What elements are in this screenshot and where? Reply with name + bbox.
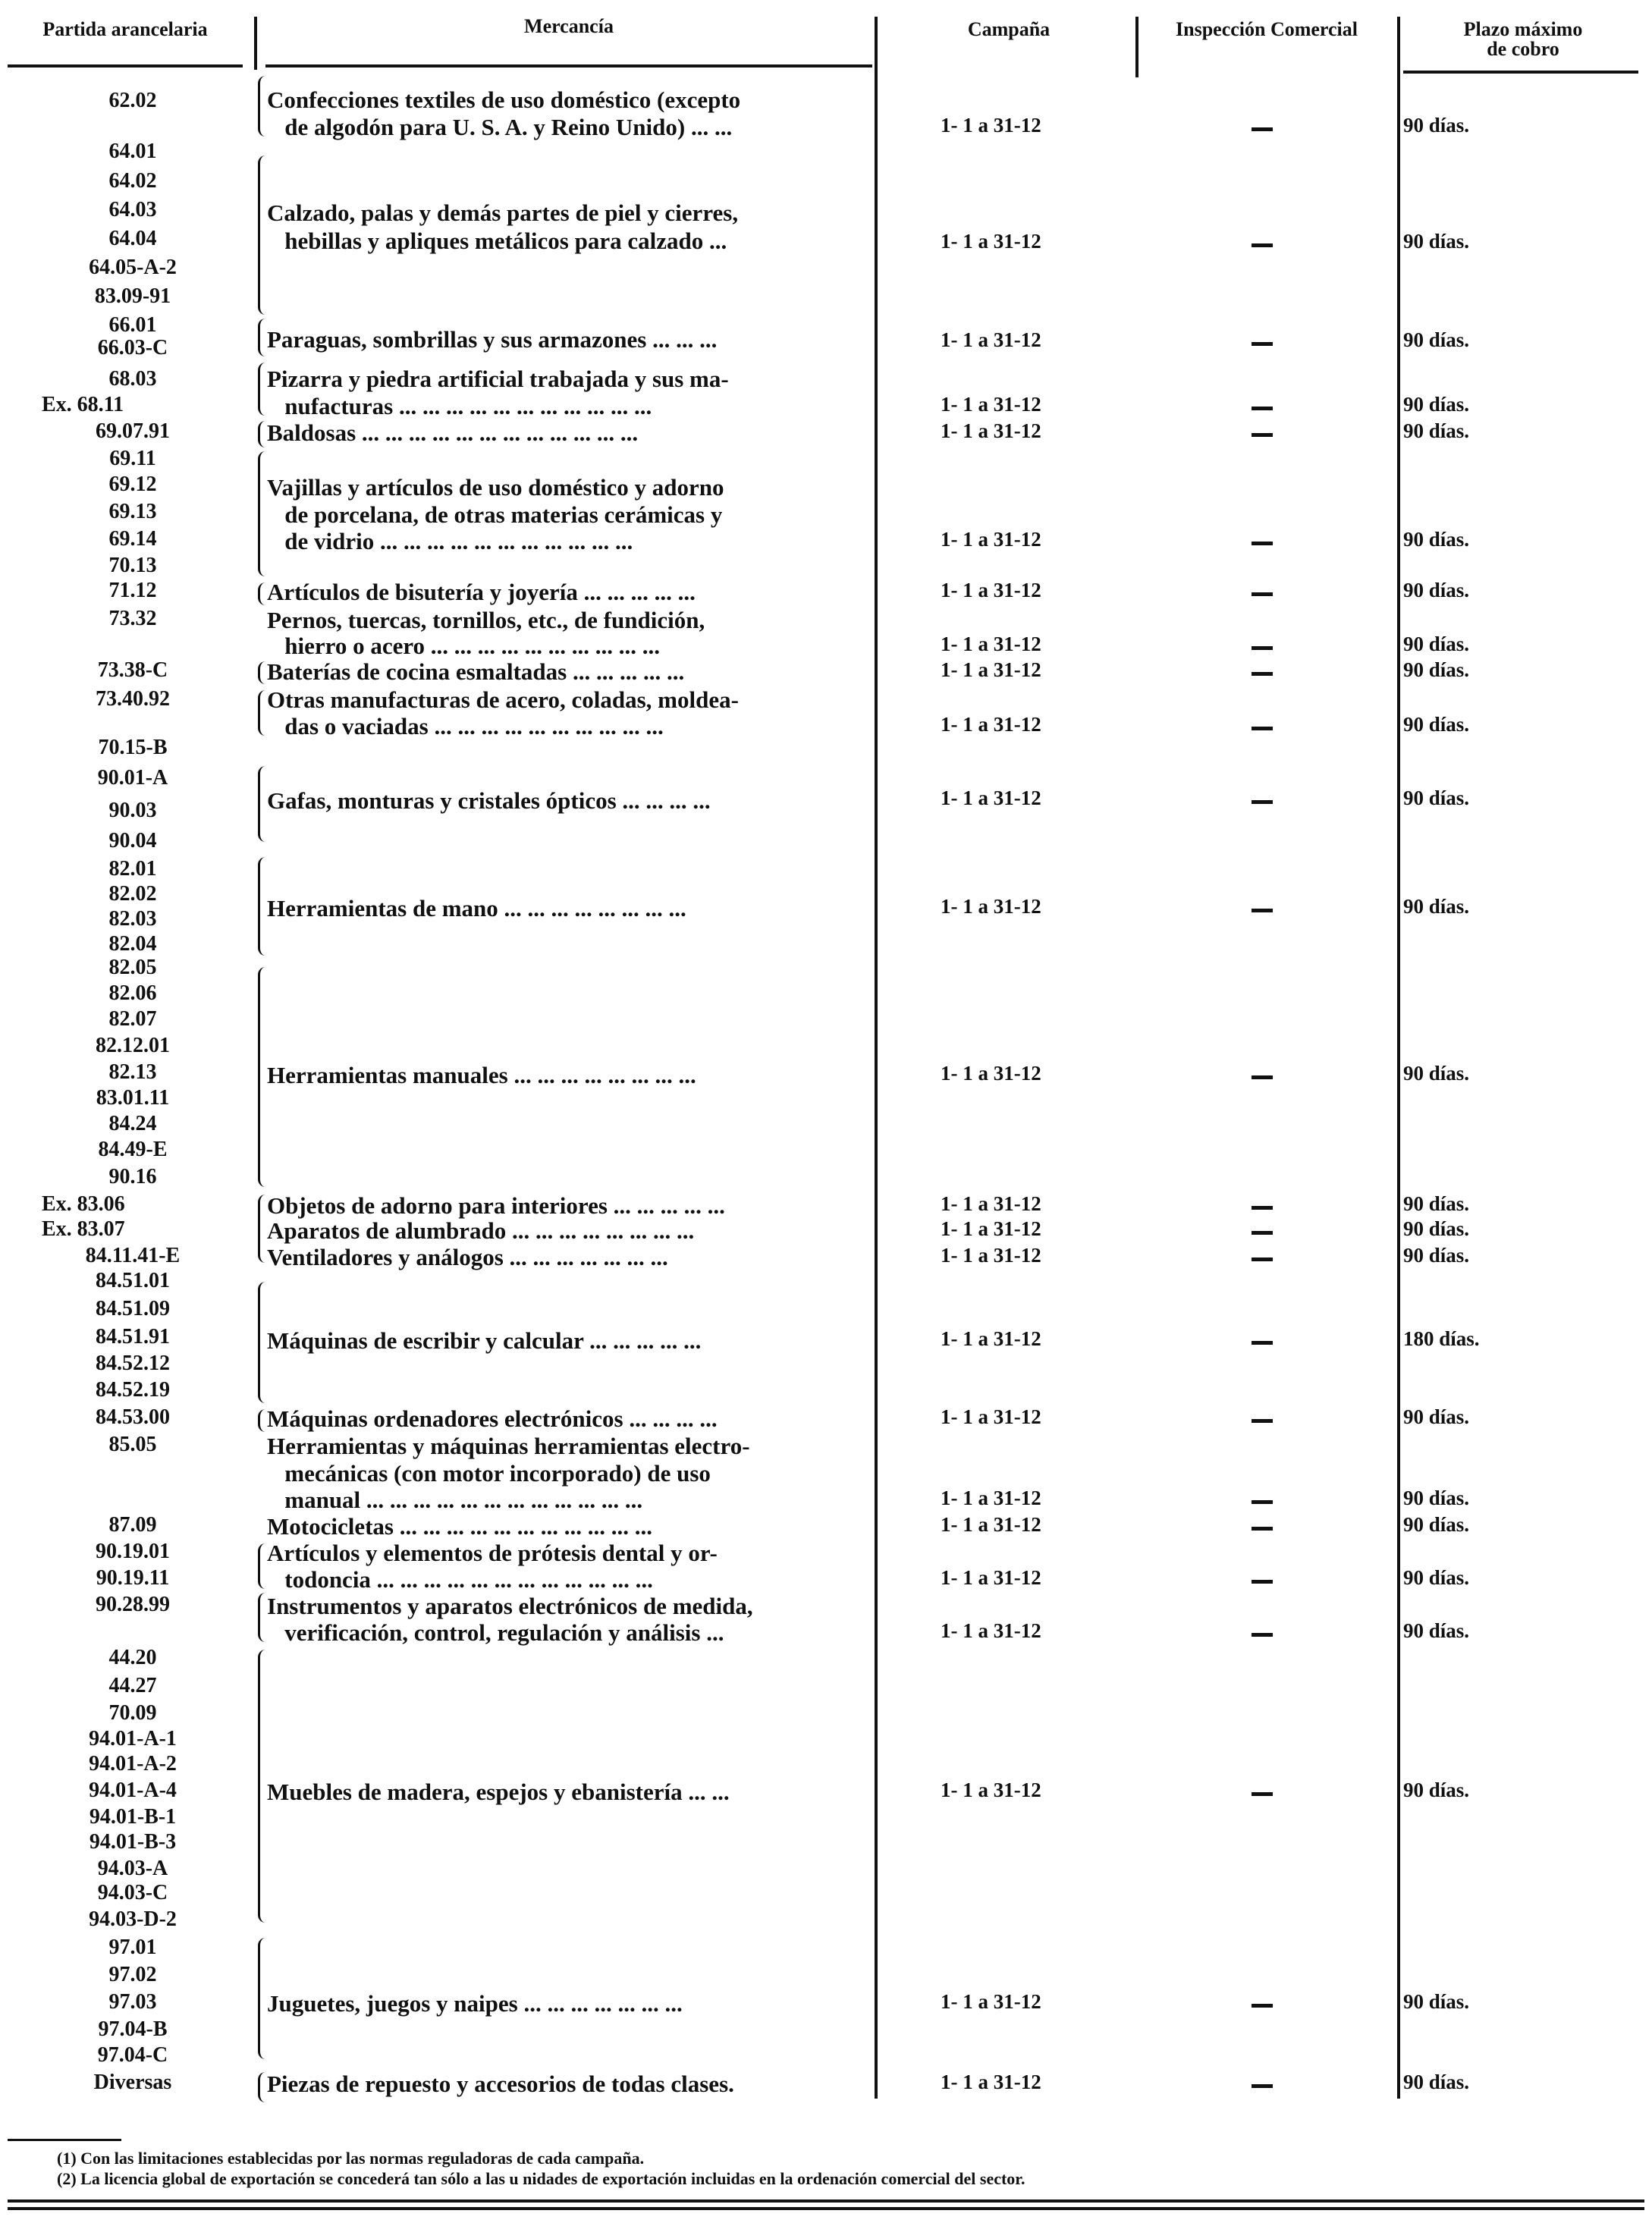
payment-term: 90 días. <box>1403 658 1470 681</box>
payment-term: 90 días. <box>1403 528 1470 551</box>
bottom-rule-2 <box>8 2207 1644 2210</box>
tariff-code: 82.02 <box>108 882 157 906</box>
payment-term: 90 días. <box>1403 2071 1470 2093</box>
inspection-dash <box>1252 127 1273 131</box>
tariff-code: 69.07.91 <box>96 419 170 443</box>
header-mercancia: Mercancía <box>524 15 614 37</box>
tariff-code: 69.12 <box>108 473 157 496</box>
tariff-code: 44.27 <box>108 1674 157 1697</box>
merchandise-text: Herramientas de mano ... ... ... ... ... ... ... ... <box>267 895 686 922</box>
inspection-dash <box>1252 1419 1273 1423</box>
col-sep-2 <box>875 17 878 2099</box>
inspection-dash <box>1252 2004 1273 2008</box>
merchandise-text: verificación, control, regulación y análisis ... <box>267 1619 724 1646</box>
merchandise-text: Máquinas de escribir y calcular ... ... ... ... ... <box>267 1327 702 1354</box>
merchandise-text: Máquinas ordenadores electrónicos ... ... ... ... <box>267 1405 718 1432</box>
tariff-code: 84.49-E <box>98 1138 168 1161</box>
inspection-dash <box>1252 342 1273 346</box>
tariff-code: 97.01 <box>108 1936 157 1959</box>
tariff-code: 90.03 <box>108 799 157 822</box>
payment-term: 90 días. <box>1403 1513 1470 1536</box>
payment-term: 90 días. <box>1403 1566 1470 1589</box>
tariff-code: Ex. 68.11 <box>42 393 124 416</box>
inspection-dash <box>1252 672 1273 676</box>
payment-term: 90 días. <box>1403 787 1470 809</box>
campaign-period: 1- 1 a 31-12 <box>941 1990 1041 2013</box>
tariff-code: 90.16 <box>108 1165 157 1188</box>
merchandise-text: Baldosas ... ... ... ... ... ... ... ... ... ... ... ... <box>267 419 639 446</box>
payment-term: 90 días. <box>1403 633 1470 655</box>
payment-term: 90 días. <box>1403 713 1470 736</box>
inspection-dash <box>1252 1633 1273 1637</box>
tariff-code: 83.09-91 <box>94 284 171 308</box>
tariff-code: 71.12 <box>108 579 157 602</box>
merchandise-text: Artículos y elementos de prótesis dental y or- <box>267 1540 718 1566</box>
inspection-dash <box>1252 1258 1273 1261</box>
merchandise-text: Confecciones textiles de uso doméstico (excepto <box>267 86 741 113</box>
payment-term: 90 días. <box>1403 1487 1470 1509</box>
inspection-dash <box>1252 542 1273 545</box>
tariff-code: 97.04-C <box>97 2043 168 2067</box>
tariff-code: 94.01-A-4 <box>89 1779 177 1802</box>
campaign-period: 1- 1 a 31-12 <box>941 658 1041 681</box>
inspection-dash <box>1252 1792 1273 1796</box>
tariff-code: Ex. 83.07 <box>42 1217 125 1241</box>
inspection-dash <box>1252 646 1273 650</box>
tariff-code: 64.03 <box>108 198 157 221</box>
merchandise-text: Ventiladores y análogos ... ... ... ... ... ... ... <box>267 1244 668 1270</box>
tariff-code: 94.01-A-1 <box>89 1727 177 1750</box>
merchandise-text: hierro o acero ... ... ... ... ... ... ... ... ... ... <box>267 633 661 659</box>
bottom-rule-1 <box>8 2199 1644 2203</box>
tariff-code: 69.14 <box>108 527 157 551</box>
footnote-1: (1) Con las limitaciones establecidas por las normas reguladoras de cada campaña. <box>57 2149 645 2168</box>
tariff-code: Ex. 83.06 <box>42 1192 125 1216</box>
payment-term: 90 días. <box>1403 230 1470 253</box>
tariff-code: 82.13 <box>108 1060 157 1084</box>
tariff-code: 73.32 <box>108 607 157 630</box>
payment-term: 90 días. <box>1403 1244 1470 1267</box>
tariff-code: 44.20 <box>108 1646 157 1669</box>
tariff-code: 62.02 <box>108 89 157 112</box>
campaign-period: 1- 1 a 31-12 <box>941 895 1041 918</box>
inspection-dash <box>1252 433 1273 437</box>
inspection-dash <box>1252 1075 1273 1079</box>
merchandise-text: Aparatos de alumbrado ... ... ... ... ... ... ... ... <box>267 1217 695 1244</box>
footnote-2: (2) La licencia global de exportación se concederá tan sólo a las u nidades de exportación incluidas en la ordenación comercial del sector. <box>57 2169 1025 2188</box>
payment-term: 90 días. <box>1403 1062 1470 1085</box>
tariff-code: 70.09 <box>108 1701 157 1725</box>
campaign-period: 1- 1 a 31-12 <box>941 1405 1041 1428</box>
tariff-code: 94.01-B-3 <box>89 1830 177 1854</box>
inspection-dash <box>1252 909 1273 912</box>
tariff-code: 82.07 <box>108 1007 157 1031</box>
footnote-rule <box>8 2139 121 2141</box>
campaign-period: 1- 1 a 31-12 <box>941 633 1041 655</box>
header-rule-plazo <box>1403 71 1638 74</box>
tariff-code: 84.51.91 <box>96 1325 170 1349</box>
campaign-period: 1- 1 a 31-12 <box>941 114 1041 137</box>
tariff-code: 64.02 <box>108 169 157 193</box>
tariff-code: 66.03-C <box>97 336 168 360</box>
tariff-code: 90.28.99 <box>96 1593 170 1616</box>
inspection-dash <box>1252 2084 1273 2088</box>
col-sep-1 <box>254 17 257 70</box>
tariff-code: 90.01-A <box>97 766 168 790</box>
tariff-code: 94.01-A-2 <box>89 1752 177 1776</box>
merchandise-text: Muebles de madera, espejos y ebanistería ... ... <box>267 1779 730 1805</box>
tariff-code: 84.52.12 <box>96 1352 170 1375</box>
merchandise-text: todoncia ... ... ... ... ... ... ... ... ... ... ... ... <box>267 1566 653 1593</box>
merchandise-text: de vidrio ... ... ... ... ... ... ... ... ... ... ... <box>267 528 633 554</box>
payment-term: 90 días. <box>1403 1619 1470 1642</box>
tariff-code: 94.03-C <box>97 1881 168 1904</box>
merchandise-text: Artículos de bisutería y joyería ... ... ... ... ... <box>267 579 696 605</box>
tariff-code: 90.19.11 <box>96 1566 170 1590</box>
campaign-period: 1- 1 a 31-12 <box>941 1566 1041 1589</box>
tariff-code: 66.01 <box>108 313 157 337</box>
payment-term: 90 días. <box>1403 393 1470 416</box>
tariff-code: 70.15-B <box>98 736 168 759</box>
tariff-code: 90.19.01 <box>96 1540 170 1563</box>
tariff-code: 84.53.00 <box>96 1405 170 1429</box>
payment-term: 90 días. <box>1403 1990 1470 2013</box>
campaign-period: 1- 1 a 31-12 <box>941 1619 1041 1642</box>
tariff-code: 85.05 <box>108 1433 157 1456</box>
header-partida: Partida arancelaria <box>42 18 208 40</box>
tariff-code: 84.24 <box>108 1112 157 1135</box>
campaign-period: 1- 1 a 31-12 <box>941 1192 1041 1215</box>
merchandise-text: hebillas y apliques metálicos para calzado ... <box>267 228 727 254</box>
header-inspeccion: Inspección Comercial <box>1176 18 1358 40</box>
campaign-period: 1- 1 a 31-12 <box>941 528 1041 551</box>
merchandise-text: Pernos, tuercas, tornillos, etc., de fundición, <box>267 607 705 633</box>
merchandise-text: Herramientas manuales ... ... ... ... ... ... ... ... <box>267 1062 696 1088</box>
campaign-period: 1- 1 a 31-12 <box>941 1062 1041 1085</box>
merchandise-text: Baterías de cocina esmaltadas ... ... ... ... ... <box>267 658 685 685</box>
merchandise-text: Motocicletas ... ... ... ... ... ... ... ... ... ... ... <box>267 1513 652 1540</box>
merchandise-text: Juguetes, juegos y naipes ... ... ... ... ... ... ... <box>267 1990 683 2017</box>
campaign-period: 1- 1 a 31-12 <box>941 393 1041 416</box>
tariff-code: 82.12.01 <box>96 1034 170 1057</box>
campaign-period: 1- 1 a 31-12 <box>941 787 1041 809</box>
inspection-dash <box>1252 1206 1273 1210</box>
campaign-period: 1- 1 a 31-12 <box>941 1217 1041 1240</box>
tariff-code: 94.03-D-2 <box>89 1907 177 1931</box>
tariff-code: 73.38-C <box>97 658 168 682</box>
campaign-period: 1- 1 a 31-12 <box>941 328 1041 351</box>
tariff-code: 94.01-B-1 <box>89 1805 177 1829</box>
inspection-dash <box>1252 1341 1273 1345</box>
payment-term: 90 días. <box>1403 1779 1470 1801</box>
merchandise-text: Objetos de adorno para interiores ... ... ... ... ... <box>267 1192 725 1219</box>
tariff-code: 64.04 <box>108 227 157 250</box>
tariff-code: 82.01 <box>108 857 157 881</box>
inspection-dash <box>1252 727 1273 730</box>
payment-term: 90 días. <box>1403 1217 1470 1240</box>
tariff-code: 87.09 <box>108 1513 157 1537</box>
inspection-dash <box>1252 1500 1273 1504</box>
col-sep-3 <box>1135 17 1138 77</box>
tariff-code: 69.11 <box>109 447 156 470</box>
campaign-period: 1- 1 a 31-12 <box>941 713 1041 736</box>
payment-term: 90 días. <box>1403 1405 1470 1428</box>
merchandise-text: Calzado, palas y demás partes de piel y cierres, <box>267 199 739 226</box>
payment-term: 90 días. <box>1403 419 1470 442</box>
inspection-dash <box>1252 243 1273 247</box>
inspection-dash <box>1252 1580 1273 1584</box>
tariff-code: 68.03 <box>108 367 157 391</box>
payment-term: 90 días. <box>1403 895 1470 918</box>
tariff-code: 90.04 <box>108 829 157 852</box>
tariff-code: 64.05-A-2 <box>89 256 177 279</box>
tariff-code: 84.52.19 <box>96 1378 170 1402</box>
tariff-code: Diversas <box>93 2071 172 2094</box>
inspection-dash <box>1252 800 1273 804</box>
inspection-dash <box>1252 1231 1273 1235</box>
tariff-code: 82.04 <box>108 932 157 956</box>
tariff-code: 97.02 <box>108 1963 157 1986</box>
tariff-code: 84.51.01 <box>96 1269 170 1292</box>
merchandise-text: das o vaciadas ... ... ... ... ... ... ... ... ... ... <box>267 713 664 739</box>
col-sep-4 <box>1397 17 1400 2099</box>
header-campana: Campaña <box>967 18 1051 40</box>
payment-term: 90 días. <box>1403 1192 1470 1215</box>
header-rule-partida <box>8 64 243 68</box>
header-plazo <box>1402 18 1644 61</box>
merchandise-text: Otras manufacturas de acero, coladas, moldea- <box>267 686 739 713</box>
tariff-code: 83.01.11 <box>96 1086 170 1110</box>
header-rule-mercancia <box>265 64 872 68</box>
payment-term: 90 días. <box>1403 328 1470 351</box>
payment-term: 90 días. <box>1403 579 1470 601</box>
tariff-code: 82.03 <box>108 907 157 931</box>
tariff-code: 84.51.09 <box>96 1297 170 1320</box>
merchandise-text: mecánicas (con motor incorporado) de uso <box>267 1460 711 1487</box>
campaign-period: 1- 1 a 31-12 <box>941 1244 1041 1267</box>
payment-term: 90 días. <box>1403 114 1470 137</box>
merchandise-text: nufacturas ... ... ... ... ... ... ... ... ... ... ... <box>267 393 652 419</box>
header-plazo-line1: Plazo máximo <box>1463 18 1583 40</box>
tariff-code: 70.13 <box>108 554 157 577</box>
merchandise-text: Paraguas, sombrillas y sus armazones ... ... ... <box>267 326 718 353</box>
tariff-code: 73.40.92 <box>96 687 170 711</box>
merchandise-text: Piezas de repuesto y accesorios de todas clases. <box>267 2071 734 2097</box>
header-plazo-line2: de cobro <box>1487 38 1559 60</box>
merchandise-text: de porcelana, de otras materias cerámicas y <box>267 501 723 528</box>
tariff-code: 82.06 <box>108 981 157 1005</box>
payment-term: 180 días. <box>1403 1327 1480 1350</box>
merchandise-text: Gafas, monturas y cristales ópticos ... ... ... ... <box>267 787 711 814</box>
campaign-period: 1- 1 a 31-12 <box>941 1779 1041 1801</box>
tariff-code: 64.01 <box>108 140 157 163</box>
campaign-period: 1- 1 a 31-12 <box>941 579 1041 601</box>
inspection-dash <box>1252 407 1273 410</box>
campaign-period: 1- 1 a 31-12 <box>941 230 1041 253</box>
inspection-dash <box>1252 1527 1273 1531</box>
tariff-code: 94.03-A <box>97 1857 168 1880</box>
tariff-code: 82.05 <box>108 956 157 979</box>
tariff-code: 97.04-B <box>98 2017 168 2041</box>
tariff-code: 97.03 <box>108 1990 157 2014</box>
merchandise-text: Instrumentos y aparatos electrónicos de medida, <box>267 1593 753 1619</box>
inspection-dash <box>1252 592 1273 596</box>
tariff-code: 84.11.41-E <box>85 1244 181 1267</box>
merchandise-text: de algodón para U. S. A. y Reino Unido) ... ... <box>267 114 733 140</box>
campaign-period: 1- 1 a 31-12 <box>941 419 1041 442</box>
campaign-period: 1- 1 a 31-12 <box>941 1327 1041 1350</box>
campaign-period: 1- 1 a 31-12 <box>941 2071 1041 2093</box>
tariff-code: 69.13 <box>108 500 157 523</box>
campaign-period: 1- 1 a 31-12 <box>941 1513 1041 1536</box>
merchandise-text: manual ... ... ... ... ... ... ... ... ... ... ... ... <box>267 1487 643 1513</box>
merchandise-text: Herramientas y máquinas herramientas electro- <box>267 1433 750 1459</box>
campaign-period: 1- 1 a 31-12 <box>941 1487 1041 1509</box>
merchandise-text: Vajillas y artículos de uso doméstico y adorno <box>267 474 724 501</box>
merchandise-text: Pizarra y piedra artificial trabajada y sus ma- <box>267 366 729 392</box>
